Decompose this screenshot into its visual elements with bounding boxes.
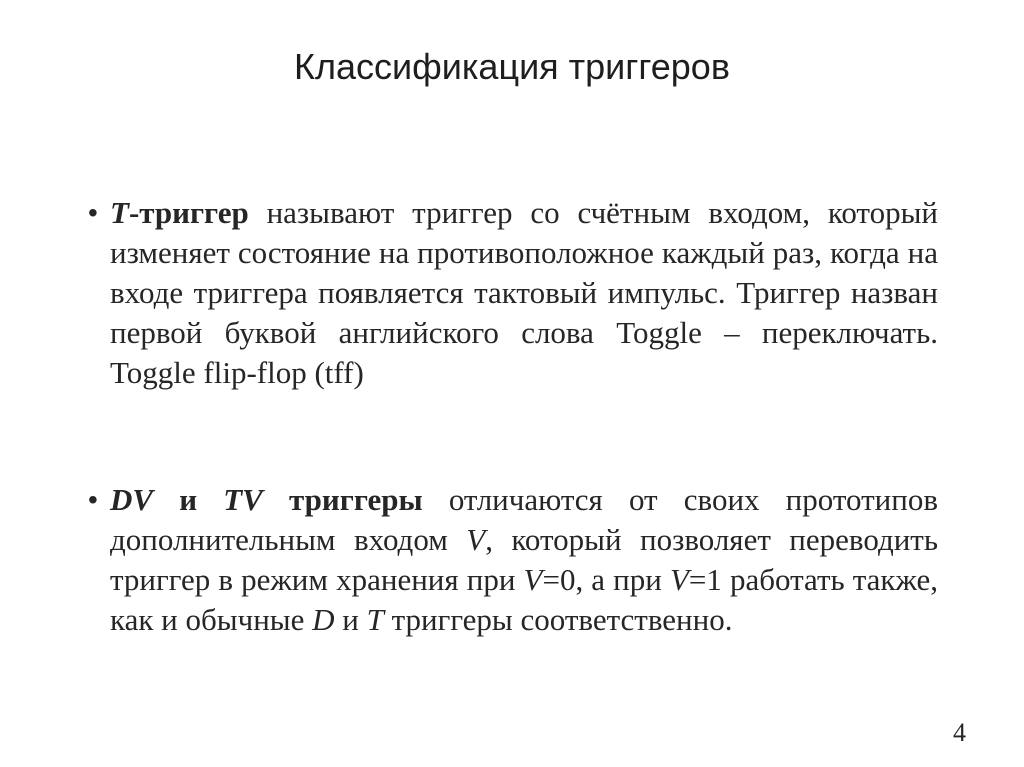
text-part-6: триггеры соответственно. <box>383 602 733 637</box>
term-tv: TV <box>223 482 263 517</box>
slide-title: Классификация триггеров <box>294 46 730 87</box>
text-part-2: , который позволяет переводить триггер в режим хранения при <box>110 522 938 597</box>
var-v: V <box>669 562 689 597</box>
bullet-text <box>110 480 938 640</box>
page-number: 4 <box>953 718 966 747</box>
text-part-3: =0, а при <box>542 562 670 597</box>
term-letter: T <box>110 195 129 230</box>
term-dv: DV <box>110 482 154 517</box>
var-t: T <box>366 602 384 637</box>
bullet-item-dv-tv-triggers <box>88 480 938 640</box>
bullet-marker: • <box>88 484 98 515</box>
term-rest: триггеры <box>262 482 423 517</box>
var-v: V <box>466 522 486 557</box>
text-part-5: и <box>334 602 367 637</box>
var-v: V <box>523 562 543 597</box>
term-rest: -триггер <box>128 195 249 230</box>
bullet-body: называют триггер со счётным входом, который изменяет состояние на противоположное каждый раз, когда на входе триггера появляется тактовый импульс. Триггер назван первой буквой английского слова Toggle – переключать. Toggle flip-flop (tff) <box>110 195 938 390</box>
term-and: и <box>153 482 224 517</box>
text-part-1: отличаются от своих прототипов дополнительным входом <box>110 482 938 557</box>
bullet-marker: • <box>88 197 98 228</box>
bullet-text <box>110 193 938 393</box>
var-d: D <box>312 602 335 637</box>
text-part-4: =1 работать также, как и обычные <box>110 562 939 637</box>
bullet-item-t-trigger <box>88 193 938 393</box>
